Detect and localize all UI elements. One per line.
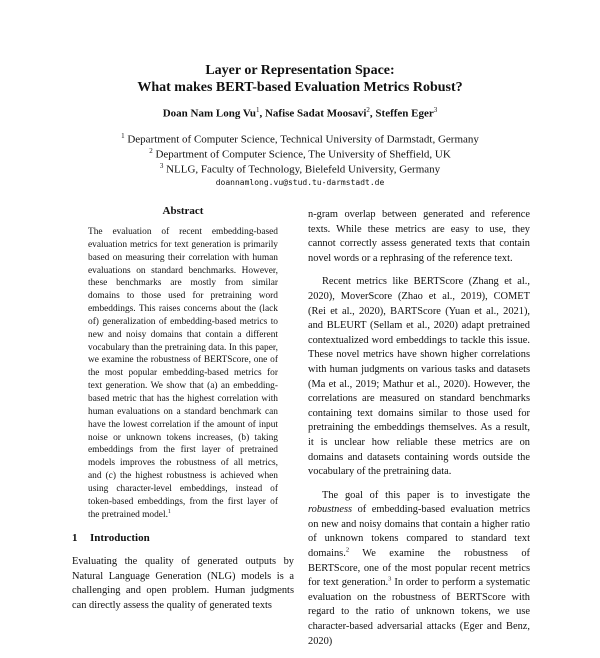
- footnote-mark[interactable]: 2: [345, 546, 350, 554]
- author-separator: ,: [259, 107, 265, 120]
- affiliation-mark: 1: [121, 132, 125, 140]
- affiliation-text: Department of Computer Science, Technical University of Darmstadt, Germany: [127, 133, 479, 146]
- affiliation-3: [0, 162, 600, 176]
- paragraph: [308, 489, 530, 650]
- author-list: [0, 106, 600, 120]
- affiliation-1: [0, 132, 600, 146]
- author-affiliation-mark: 1: [255, 106, 260, 114]
- affiliation-text: Department of Computer Science, The University of Sheffield, UK: [155, 148, 451, 161]
- author-name: Steffen Eger: [375, 107, 434, 120]
- author-affiliation-mark: 3: [433, 106, 438, 114]
- author-email[interactable]: doannamlong.vu@stud.tu-darmstadt.de: [215, 178, 385, 187]
- abstract-text: The evaluation of recent embedding-based evaluation metrics for text generation is primarily based on measuring their correlation with human evaluations on standard benchmarks. However, these benchmarks are mostly from similar domains to those used for pretraining word embeddings. This raises concerns about the (lack of) generalization of embedding-based metrics to new and noisy domains that contain a different vocabulary than the pretraining data. In this paper, we examine the robustness of BERTScore, one of the most popular embedding-based metrics for text generation. We show that (a) an embedding-based metric that has the highest correlation with human evaluations on a standard benchmark can have the lowest correlation if the amount of input noise or unknown tokens increases, (b) taking embeddings from the first layer of pretrained models improves the robustness of all metrics, and (c) the highest robustness is achieved when using character-level embeddings, instead of token-based embeddings, from the first layer of the pretrained model.: [88, 227, 278, 520]
- text-run: of embedding-based evaluation metrics on new and noisy domains that contain a higher ratio of unknown tokens compared to standard text domains.: [308, 504, 530, 560]
- affiliation-mark: 2: [149, 147, 153, 155]
- footnote-mark[interactable]: 3: [388, 575, 392, 583]
- section-title: Introduction: [90, 532, 150, 544]
- text-run: The goal of this paper is to investigate the: [322, 489, 530, 501]
- section-number: 1: [72, 532, 78, 544]
- footnote-mark[interactable]: 1: [167, 508, 171, 515]
- author-separator: ,: [369, 107, 376, 120]
- text-run: We examine the robustness of BERTScore, one of the most popular recent metrics for text generation.: [308, 548, 530, 589]
- author-name: Doan Nam Long Vu: [162, 107, 256, 120]
- affiliation-mark: 3: [159, 162, 164, 170]
- emphasis: robustness: [308, 504, 353, 516]
- text-run: In order to perform a systematic evaluation on the robustness of BERTScore with regard to the ratio of unknown tokens, we use character-based adversarial attacks (Eger and Benz, 2020): [308, 577, 531, 647]
- abstract-body: [88, 226, 278, 521]
- paragraph: n-gram overlap between generated and reference texts. While these metrics are easy to use, they cannot correctly assess generated texts that contain novel words or a rephrasing of the reference text.: [308, 209, 530, 264]
- author-affiliation-mark: 2: [366, 106, 370, 114]
- paper-title-line-2: What makes BERT-based Evaluation Metrics Robust?: [137, 80, 463, 95]
- introduction-body: Evaluating the quality of generated outputs by Natural Language Generation (NLG) models is a challenging and open problem. Human judgments can directly assess the quality of generated texts: [72, 556, 294, 611]
- paragraph: Recent metrics like BERTScore (Zhang et al., 2020), MoverScore (Zhao et al., 2019), COMET (Rei et al., 2020), BARTScore (Yuan et al., 2021), and BLEURT (Sellam et al., 2020) adapt pretrained contextualized word embeddings to tackle this issue. These novel metrics have shown higher correlations with human judgments on various tasks and datasets (Ma et al., 2019; Mathur et al., 2020). However, the correlations are measured on standard benchmarks containing text domains similar to those used for pretraining the embeddings themselves. As a result, it is unclear how reliable these metrics are on domains and datasets containing words outside the vocabulary of the pretraining data.: [308, 276, 530, 478]
- section-heading-introduction: [72, 532, 302, 544]
- paper-title-line-1: Layer or Representation Space:: [205, 63, 395, 78]
- affiliation-text: NLLG, Faculty of Technology, Bielefeld University, Germany: [166, 163, 441, 176]
- abstract-heading: Abstract: [162, 205, 204, 217]
- author-name: Nafise Sadat Moosavi: [264, 107, 367, 120]
- affiliation-2: [0, 147, 600, 161]
- right-column: [308, 208, 530, 658]
